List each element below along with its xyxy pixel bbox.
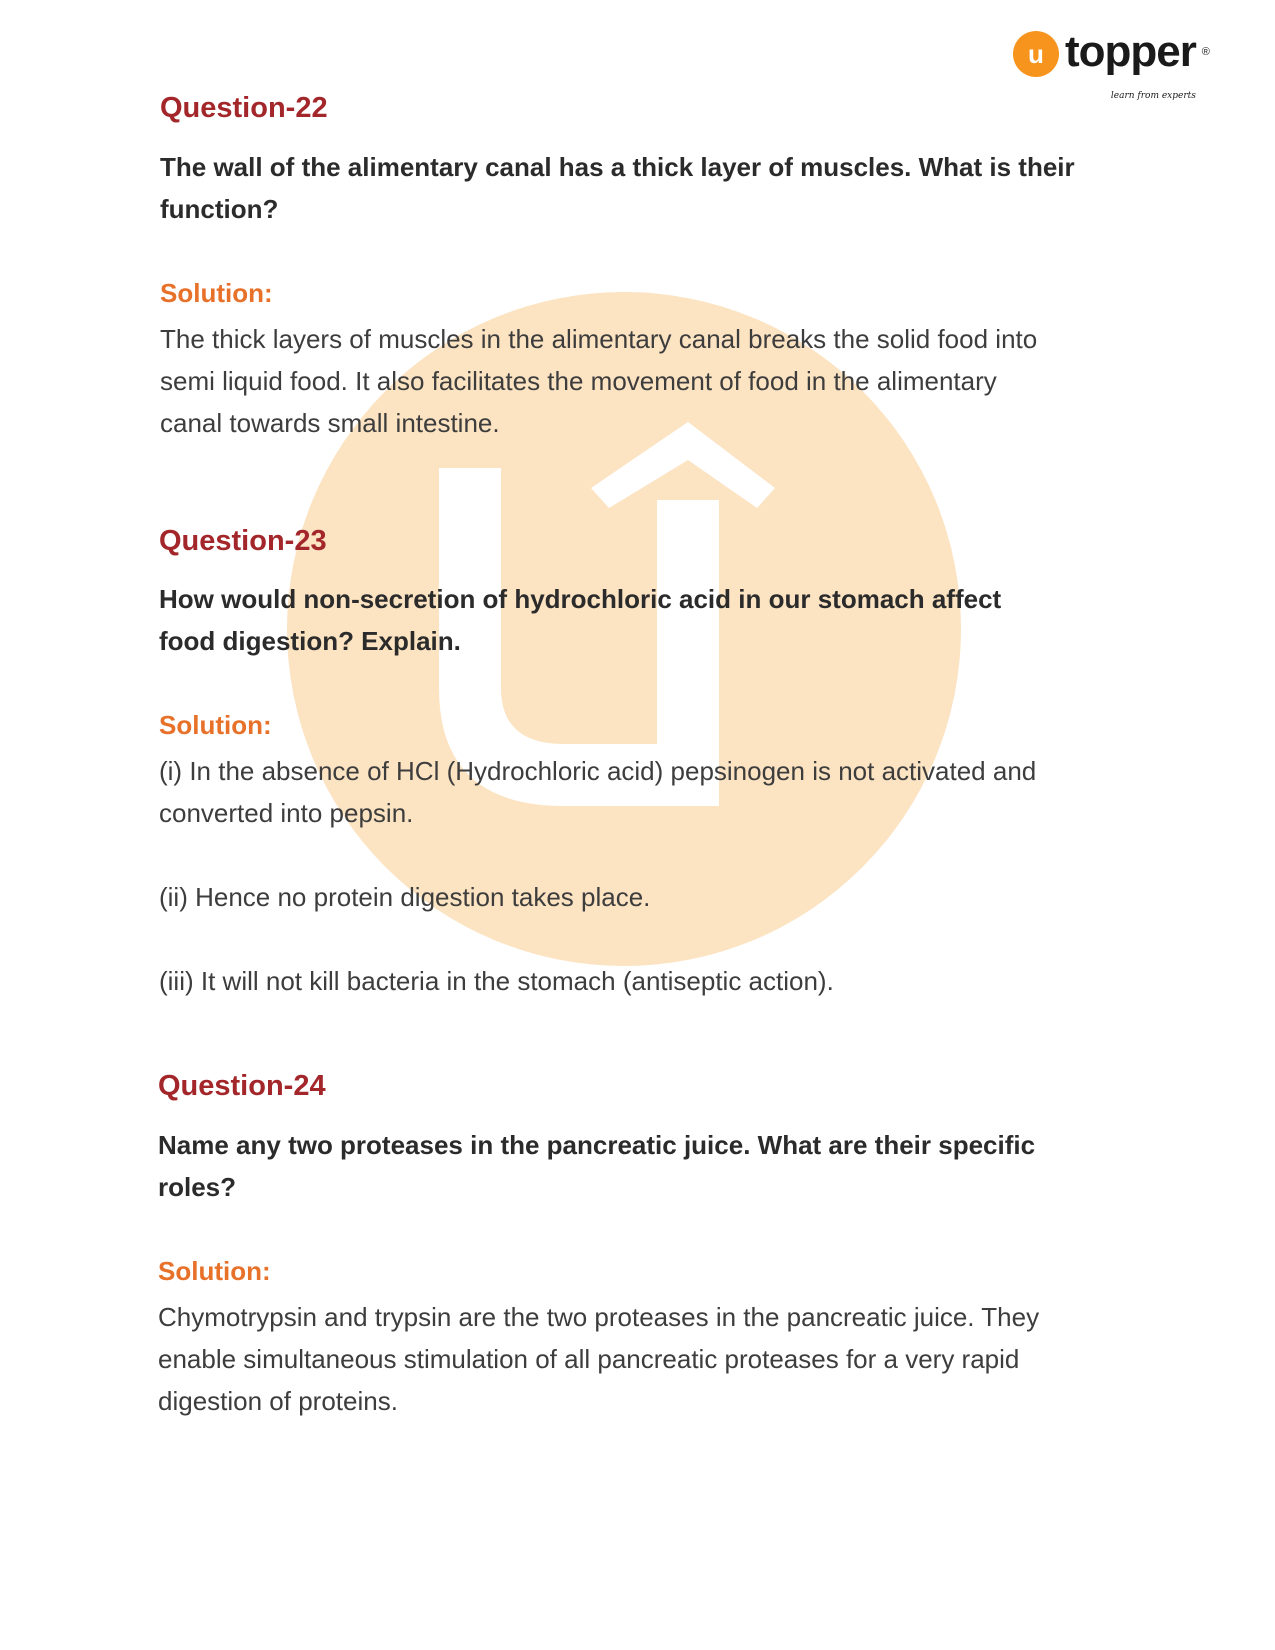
question-title: Question-24	[158, 1070, 326, 1102]
question-text: How would non-secretion of hydrochloric acid in our stomach affect food digestion? Explain.	[159, 584, 1002, 656]
solution-label: Solution:	[158, 1256, 271, 1286]
brand-name-text: topper	[1065, 27, 1196, 76]
solution-text: (ii) Hence no protein digestion takes place.	[159, 882, 651, 912]
topper-logo	[1013, 27, 1210, 101]
solution-text: (iii) It will not kill bacteria in the stomach (antiseptic action).	[159, 966, 834, 996]
question-title: Question-23	[159, 525, 327, 557]
brand-name	[1065, 27, 1210, 101]
solution-text: The thick layers of muscles in the alimentary canal breaks the solid food into semi liquid food. It also facilitates the movement of food in the alimentary canal towards small intestine.	[160, 324, 1038, 438]
brand-tagline: learn from experts	[1110, 91, 1196, 101]
question-text: Name any two proteases in the pancreatic juice. What are their specific roles?	[158, 1130, 1036, 1202]
question-text: The wall of the alimentary canal has a thick layer of muscles. What is their function?	[160, 152, 1075, 224]
registered-mark: ®	[1201, 46, 1210, 58]
solution-text: Chymotrypsin and trypsin are the two proteases in the pancreatic juice. They enable simultaneous stimulation of all pancreatic proteases for a very rapid digestion of proteins.	[158, 1302, 1040, 1416]
solution-label: Solution:	[160, 278, 273, 308]
solution-text: (i) In the absence of HCl (Hydrochloric acid) pepsinogen is not activated and converted into pepsin.	[159, 756, 1037, 828]
solution-label: Solution:	[159, 710, 272, 740]
topper-badge-icon: u	[1013, 31, 1059, 77]
question-title: Question-22	[160, 92, 328, 124]
